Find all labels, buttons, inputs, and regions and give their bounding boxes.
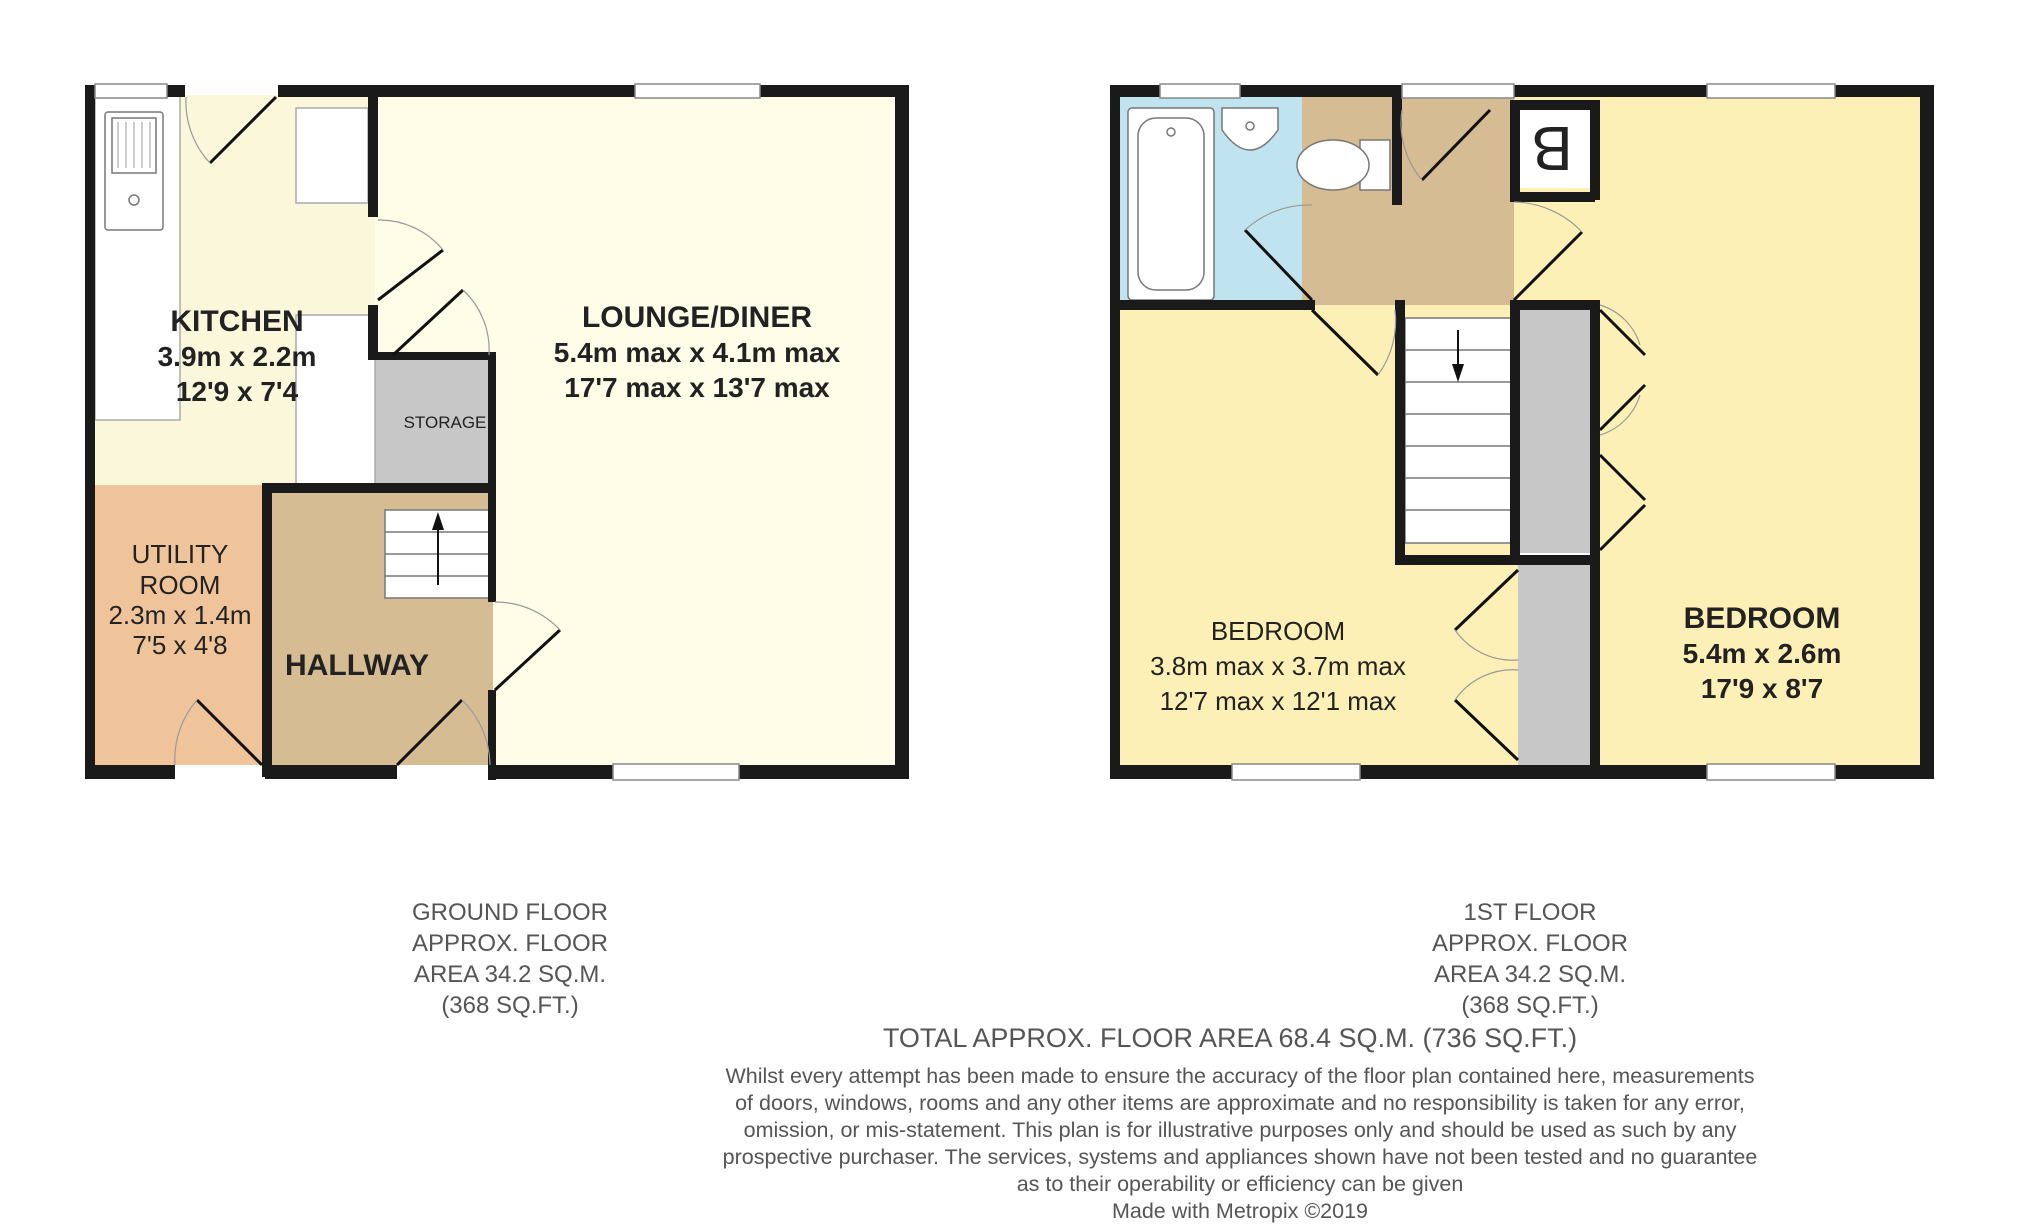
lounge-metric: 5.4m max x 4.1m max: [553, 337, 841, 368]
ground-floor-area-line3: AREA 34.2 SQ.M.: [413, 961, 607, 988]
ground-floor-area-caption: [412, 899, 608, 1019]
disclaimer-line: of doors, windows, rooms and any other items are approximate and no responsibility is taken for any error,: [735, 1091, 1745, 1115]
hallway-name: HALLWAY: [285, 649, 429, 682]
utility-name-line1: UTILITY: [131, 539, 229, 569]
utility-imperial: 7'5 x 4'8: [132, 630, 228, 660]
landing-floor: [1302, 95, 1514, 305]
first-floor-stairs: [1405, 318, 1512, 543]
bedroom-right-imperial: 17'9 x 8'7: [1700, 673, 1824, 704]
lounge-name: LOUNGE/DINER: [581, 301, 813, 334]
window: [1402, 84, 1514, 98]
first-floor-area-line4: (368 SQ.FT.): [1461, 992, 1599, 1019]
first-floor-area-line3: AREA 34.2 SQ.M.: [1433, 961, 1627, 988]
disclaimer-line: Whilst every attempt has been made to ensure the accuracy of the floor plan contained here, measurements: [725, 1064, 1755, 1088]
window: [635, 84, 760, 98]
boiler-label: B: [1531, 113, 1573, 182]
total-floor-area: TOTAL APPROX. FLOOR AREA 68.4 SQ.M. (736 SQ.FT.): [882, 1023, 1578, 1053]
credit: Made with Metropix ©2019: [1111, 1199, 1369, 1223]
first-floor-plan: [1110, 84, 1934, 780]
window: [1707, 84, 1835, 98]
bedroom-left-imperial: 12'7 max x 12'1 max: [1159, 686, 1397, 716]
window: [1160, 84, 1240, 98]
bedroom-right-name: BEDROOM: [1683, 602, 1841, 635]
first-floor-area-line1: 1ST FLOOR: [1463, 899, 1597, 926]
window: [1232, 764, 1360, 780]
toilet-icon: [1297, 140, 1390, 190]
first-floor-area-line2: APPROX. FLOOR: [1431, 930, 1629, 957]
disclaimer-line: as to their operability or efficiency can be given: [1016, 1172, 1464, 1196]
utility-metric: 2.3m x 1.4m: [108, 600, 252, 630]
kitchen-sink-icon: [105, 112, 163, 230]
fridge: [296, 108, 368, 203]
ground-floor-plan: [85, 84, 909, 780]
ground-floor-area-line4: (368 SQ.FT.): [441, 992, 579, 1019]
bath-icon: [1128, 108, 1214, 300]
ground-floor-area-line2: APPROX. FLOOR: [411, 930, 609, 957]
bedroom-right-metric: 5.4m x 2.6m: [1682, 638, 1842, 669]
storage-name: STORAGE: [403, 413, 487, 432]
wardrobe: [1518, 560, 1595, 765]
lounge-imperial: 17'7 max x 13'7 max: [564, 372, 830, 403]
window: [1707, 764, 1835, 780]
wardrobe: [1518, 305, 1595, 553]
ground-floor-stairs: [385, 510, 493, 598]
utility-name-line2: ROOM: [139, 570, 221, 600]
disclaimer: [660, 1063, 1820, 1225]
first-floor-area-caption: [1432, 899, 1628, 1019]
bedroom-left-metric: 3.8m max x 3.7m max: [1150, 651, 1406, 681]
ground-floor-area-line1: GROUND FLOOR: [411, 899, 609, 926]
kitchen-imperial: 12'9 x 7'4: [175, 376, 299, 407]
kitchen-name: KITCHEN: [170, 305, 304, 338]
window: [613, 764, 739, 780]
kitchen-metric: 3.9m x 2.2m: [157, 341, 317, 372]
window: [95, 84, 167, 98]
disclaimer-line: omission, or mis-statement. This plan is for illustrative purposes only and should be used as such by any: [743, 1118, 1737, 1142]
bedroom-left-name: BEDROOM: [1210, 616, 1346, 646]
disclaimer-line: prospective purchaser. The services, systems and appliances shown have not been tested and no guarantee: [722, 1145, 1758, 1169]
